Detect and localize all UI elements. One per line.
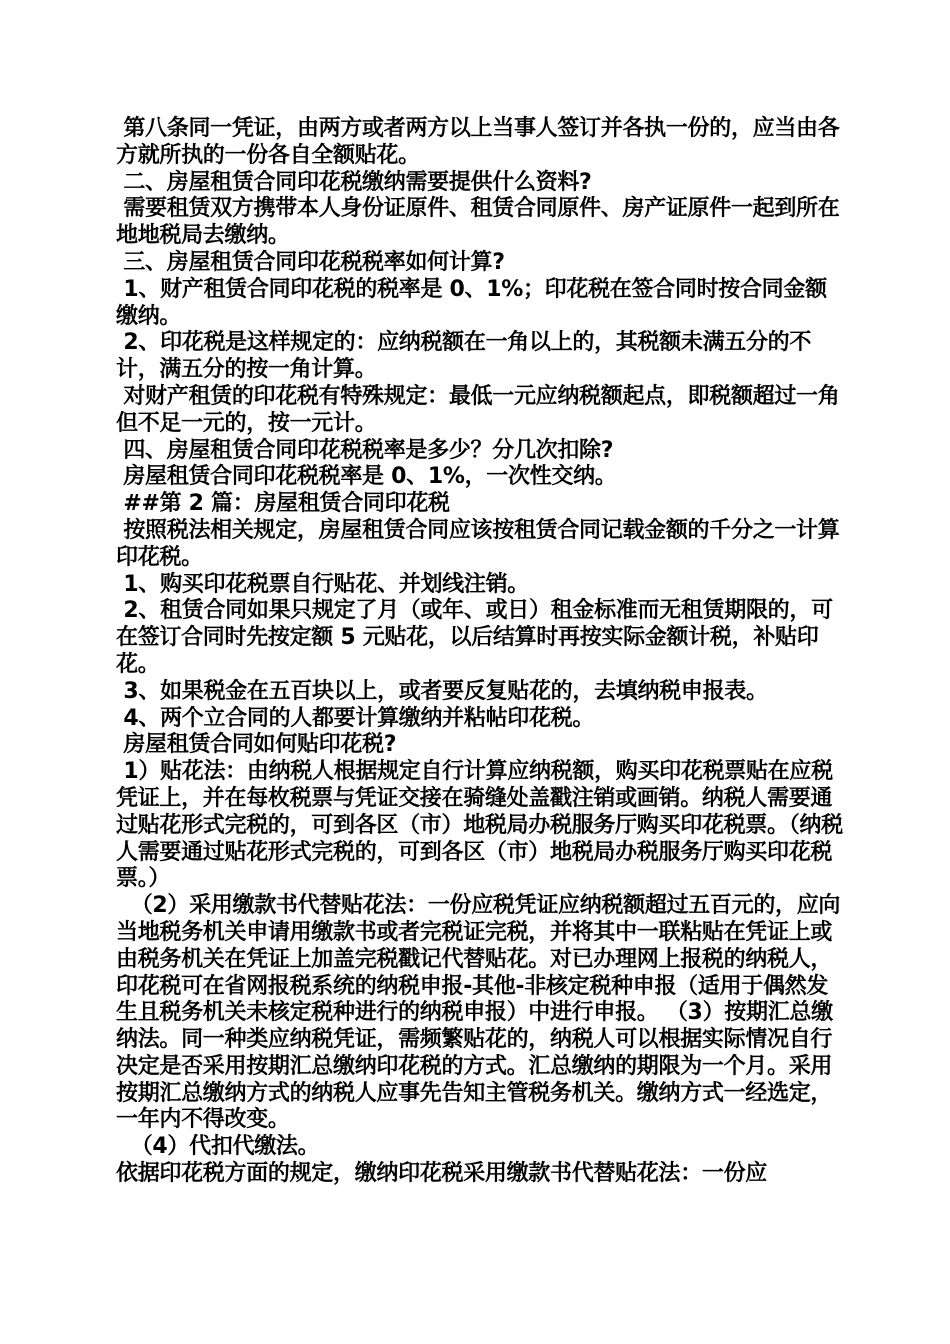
paragraph-special-rule: 对财产租赁的印花税有特殊规定：最低一元应纳税额起点，即税额超过一角但不足一元的，按一元计。 bbox=[116, 383, 840, 436]
list-item-3: 3、如果税金在五百块以上，或者要反复贴花的，去填纳税申报表。 bbox=[116, 678, 768, 704]
paragraph-one-time-payment: 房屋租赁合同印花税税率是 0、1%，一次性交纳。 bbox=[116, 464, 617, 490]
list-item-4: 4、两个立合同的人都要计算缴纳并粘帖印花税。 bbox=[116, 705, 595, 731]
paragraph-article-8: 第八条同一凭证，由两方或者两方以上当事人签订并各执一份的，应当由各方就所执的一份各自全额贴花。 bbox=[116, 116, 840, 168]
paragraph-required-materials: 需要租赁双方携带本人身份证原件、租赁合同原件、房产证原件一起到所在地地税局去缴纳。 bbox=[116, 196, 840, 249]
list-item-1: 1、购买印花税票自行贴花、并划线注销。 bbox=[116, 571, 529, 597]
paragraph-tax-rate-1: 1、财产租赁合同印花税的税率是 0、1%；印花税在签合同时按合同金额缴纳。 bbox=[116, 276, 827, 329]
paragraph-regulation: 依据印花税方面的规定，缴纳印花税采用缴款书代替贴花法：一份应 bbox=[116, 1161, 768, 1187]
paragraph-withholding-method: （4）代扣代缴法。 bbox=[116, 1134, 320, 1160]
heading-article-2: ##第 2 篇：房屋租赁合同印花税 bbox=[116, 491, 450, 517]
paragraph-payment-book-method: （2）采用缴款书代替贴花法：一份应税凭证应纳税额超过五百元的，应向当地税务机关申请用缴款书或者完税证完税，并将其中一联粘贴在凭证上或由税务机关在凭证上加盖完税戳记代替贴花。对已办理网上报税的纳税人，印花税可在省网报税系统的纳税申报-其他-非核定税种申报（适用于偶然发生且税务机关未核定税种进行的纳税申报）中进行申报。 （3）按期汇总缴纳法。同一种类应纳税凭证，需频繁贴花的，纳税人可以根据实际情况自行决定是否采用按期汇总缴纳印花税的方式。汇总缴纳的期限为一个月。采用按期汇总缴纳方式的纳税人应事先告知主管税务机关。缴纳方式一经选定，一年内不得改变。 bbox=[116, 893, 841, 1133]
heading-section-3: 三、房屋租赁合同印花税税率如何计算? bbox=[116, 249, 505, 275]
paragraph-stamp-method: 1）贴花法：由纳税人根据规定自行计算应纳税额，购买印花税票贴在应税凭证上，并在每枚税票与凭证交接在骑缝处盖戳注销或画销。纳税人需要通过贴花形式完税的，可到各区（市）地税局办税服务厅购买印花税票。（纳税人需要通过贴花形式完税的，可到各区（市）地税局办税服务厅购买印花税票。） bbox=[116, 759, 843, 892]
heading-section-4: 四、房屋租赁合同印花税税率是多少？分几次扣除? bbox=[116, 437, 614, 463]
list-item-2: 2、租赁合同如果只规定了月（或年、或日）租金标准而无租赁期限的，可在签订合同时先按定额 5 元贴花，以后结算时再按实际金额计税，补贴印花。 bbox=[116, 598, 833, 677]
heading-section-2: 二、房屋租赁合同印花税缴纳需要提供什么资料? bbox=[116, 169, 592, 195]
document-body bbox=[116, 116, 844, 1188]
paragraph-per-mille: 按照税法相关规定，房屋租赁合同应该按租赁合同记载金额的千分之一计算印花税。 bbox=[116, 517, 840, 570]
paragraph-tax-rate-2: 2、印花税是这样规定的：应纳税额在一角以上的，其税额未满五分的不计，满五分的按一角计算。 bbox=[116, 330, 812, 383]
heading-how-to-stamp: 房屋租赁合同如何贴印花税? bbox=[116, 732, 397, 758]
